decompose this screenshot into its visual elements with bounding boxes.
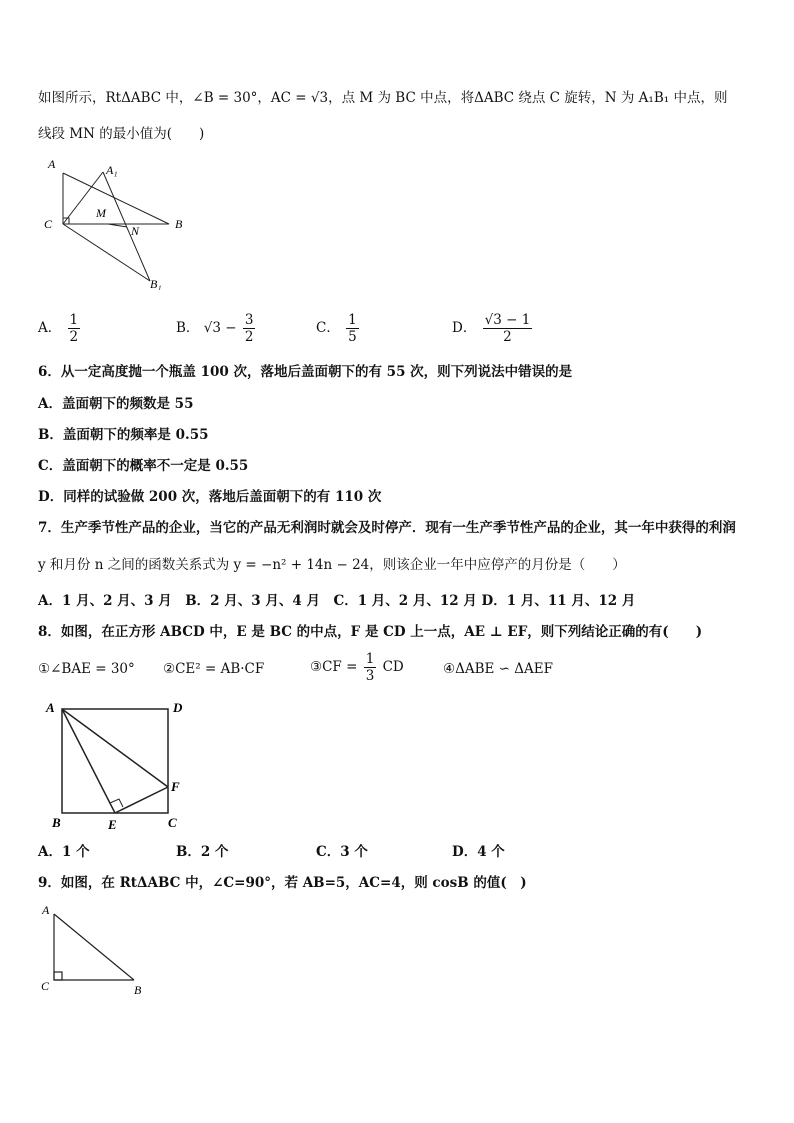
q5-option-c-label: C．: [316, 320, 340, 336]
q5-option-c-fraction: $\frac{1}{5}$: [348, 312, 357, 345]
q5-option-d-label: D．: [452, 320, 477, 336]
q5-option-a[interactable]: [38, 312, 82, 345]
q5-segment-AB: [63, 173, 169, 224]
q8-option-d[interactable]: D．4 个: [452, 844, 505, 860]
q5-option-a-fraction: $\frac{1}{2}$: [69, 312, 79, 345]
q8-option-a[interactable]: A．1 个: [38, 844, 90, 860]
q5-option-b-label: B．: [176, 320, 200, 336]
q5-option-d-fraction: $\frac{√3 - 1}{2}$: [484, 312, 531, 345]
q8-conclusion-3-suffix: CD: [382, 659, 404, 675]
q5-label-B1: B₁: [150, 277, 162, 290]
q8-segment-AF: [62, 709, 168, 787]
q9-segment-AB: [54, 914, 134, 980]
q9-label-B: B: [134, 983, 142, 997]
q9-label-C: C: [41, 979, 50, 993]
q9-triangle-figure: [38, 898, 158, 1002]
q5-option-c[interactable]: [316, 312, 361, 345]
q7-text-line2: y 和月份 n 之间的函数关系式为 y = −n² + 14n − 24，则该企业一年中应停产的月份是（ ）: [38, 557, 626, 573]
q9-stem: 9．如图，在 RtΔABC 中，∠C=90°，若 AB=5，AC=4，则 cosB 的值( ): [38, 875, 527, 891]
q5-label-A1: A₁: [106, 163, 118, 177]
q5-option-a-label: A．: [38, 320, 62, 336]
q8-conclusion-3: [310, 651, 404, 684]
q5-option-d[interactable]: [452, 312, 534, 345]
q8-label-A: A: [46, 700, 55, 715]
q8-conclusion-1: ①∠BAE = 30°: [38, 661, 135, 677]
q8-label-E: E: [108, 817, 117, 832]
q8-label-C: C: [168, 815, 177, 830]
q6-stem: 6．从一定高度抛一个瓶盖 100 次，落地后盖面朝下的有 55 次，则下列说法中错误的是: [38, 364, 573, 380]
q5-option-b[interactable]: [176, 312, 257, 345]
q8-label-B: B: [52, 815, 61, 830]
q7-text-line1: 7．生产季节性产品的企业，当它的产品无利润时就会及时停产．现有一生产季节性产品的企业，其一年中获得的利润: [38, 520, 736, 536]
q5-option-b-fraction: $\frac{3}{2}$: [244, 312, 254, 345]
q5-label-N: N: [131, 224, 140, 238]
q8-conclusion-4: ④ΔABE ∽ ΔAEF: [443, 661, 553, 677]
q5-text-line1: 如图所示，RtΔABC 中，∠B = 30°，AC = √3，点 M 为 BC 中点，将ΔABC 绕点 C 旋转，N 为 A₁B₁ 中点，则: [38, 90, 728, 106]
q7-options[interactable]: A．1 月、2 月、3 月 B．2 月、3 月、4 月 C．1 月、2 月、12 月 D．1 月、11 月、12 月: [38, 593, 636, 609]
q9-right-angle-mark: [54, 972, 62, 980]
q5-label-C: C: [44, 217, 53, 231]
q8-stem: 8．如图，在正方形 ABCD 中，E 是 BC 的中点，F 是 CD 上一点，AE ⊥ EF，则下列结论正确的有( ): [38, 624, 703, 640]
q8-segment-AE: [62, 709, 115, 813]
q5-label-B: B: [175, 217, 183, 231]
q5-rotation-figure: [38, 150, 198, 290]
q8-square-figure: [40, 695, 200, 835]
q8-conclusion-2: ②CE² = AB·CF: [163, 661, 265, 677]
q5-option-b-root: √3 −: [203, 320, 237, 336]
q6-option-d[interactable]: D．同样的试验做 200 次，落地后盖面朝下的有 110 次: [38, 489, 382, 505]
q8-conclusion-3-fraction: $\frac{1}{3}$: [365, 651, 375, 684]
q5-text-line2: 线段 MN 的最小值为( ): [38, 126, 205, 142]
q6-option-b[interactable]: B．盖面朝下的频率是 0.55: [38, 427, 209, 443]
q8-conclusion-3-prefix: ③CF =: [310, 659, 358, 675]
q8-segment-EF: [115, 787, 168, 813]
q8-option-b[interactable]: B．2 个: [176, 844, 229, 860]
q5-label-A: A: [48, 157, 56, 171]
q8-label-F: F: [171, 779, 180, 794]
q6-option-c[interactable]: C．盖面朝下的概率不一定是 0.55: [38, 458, 249, 474]
q9-label-A: A: [42, 903, 50, 917]
q6-option-a[interactable]: A．盖面朝下的频数是 55: [38, 396, 194, 412]
q8-square-ABCD: [62, 709, 168, 813]
q5-label-M: M: [96, 206, 106, 220]
q8-option-c[interactable]: C．3 个: [316, 844, 368, 860]
q8-label-D: D: [173, 700, 183, 715]
